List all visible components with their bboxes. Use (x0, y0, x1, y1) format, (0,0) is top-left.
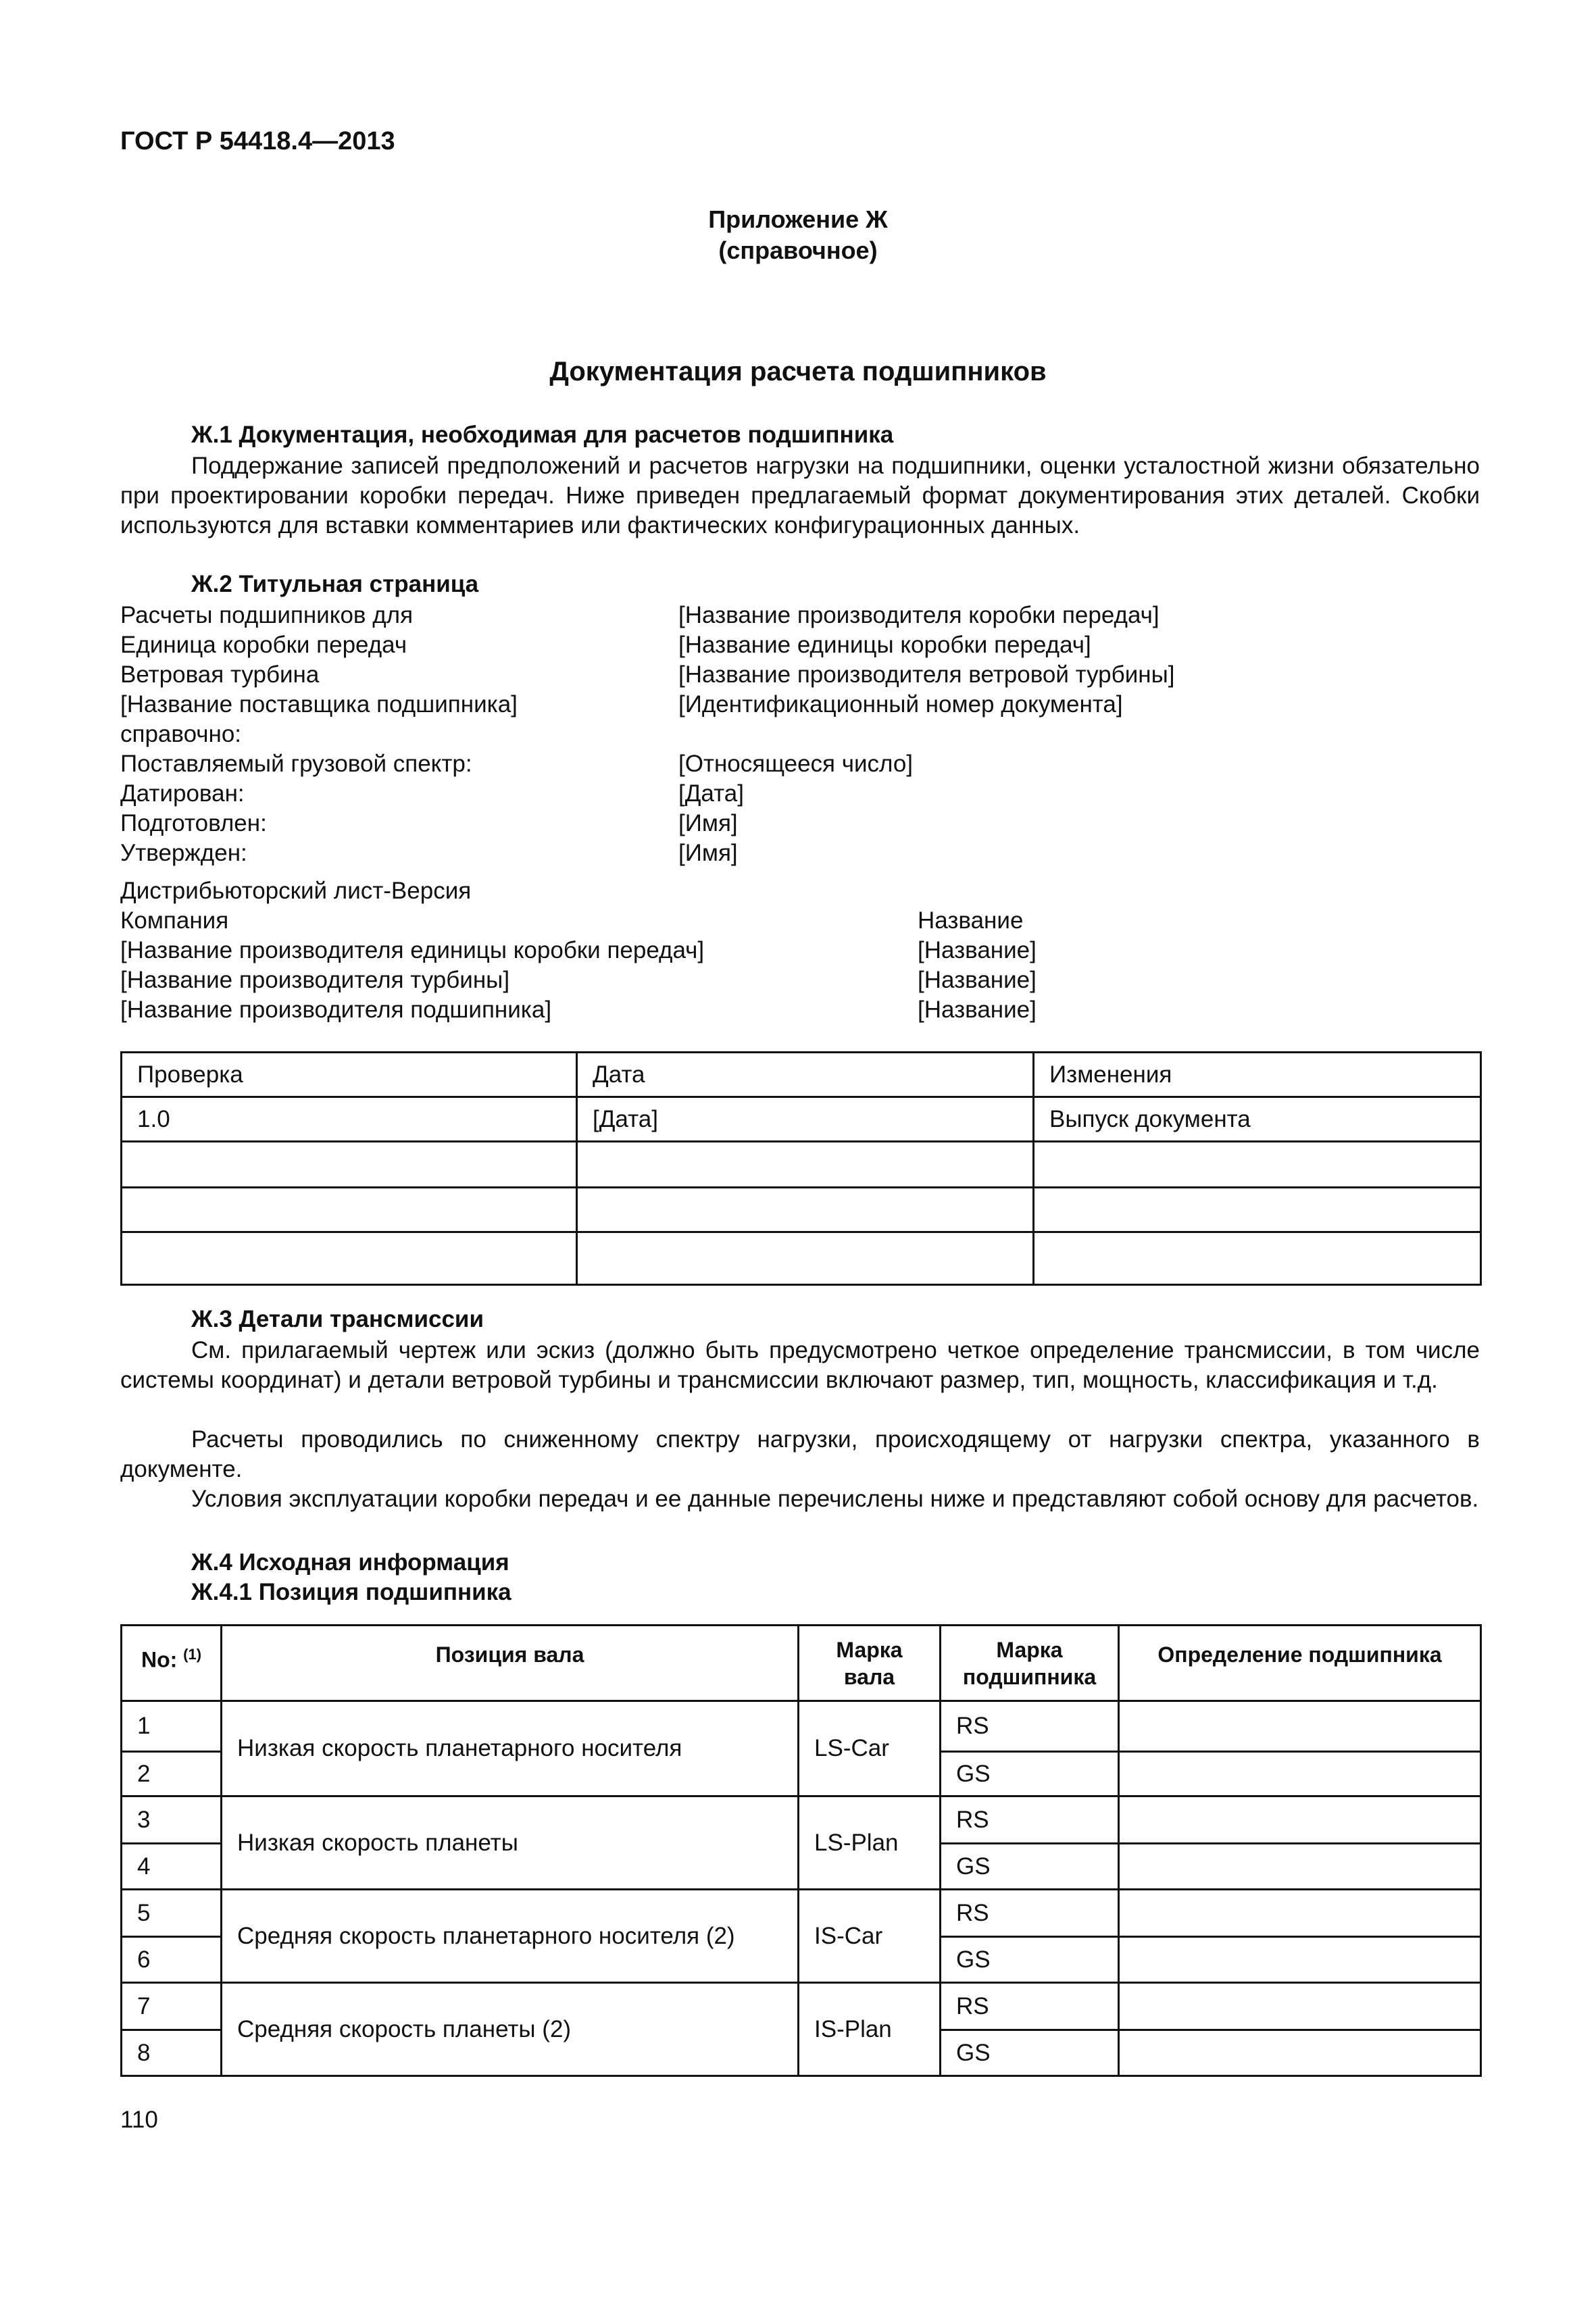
title-field-value: [Название производителя коробки передач] (678, 602, 1159, 628)
bearing-definition-cell (1119, 1937, 1481, 1983)
table-row (122, 1097, 1481, 1142)
row-number: 4 (122, 1844, 222, 1890)
row-number: 2 (122, 1752, 222, 1796)
header-no (122, 1626, 222, 1701)
shaft-mark-cell: IS-Car (799, 1890, 941, 1983)
bearing-definition-cell (1119, 1796, 1481, 1844)
s3-text-1: См. прилагаемый чертеж или эскиз (должно быть предусмотрено четкое определение трансмиссии, в том числе системы координат) и детали ветровой турбины и трансмиссии включают размер, тип, мощность, классификация и т.д. (120, 1337, 1480, 1393)
title-field-label: Ветровая турбина (120, 661, 320, 688)
bearing-definition-cell (1119, 1701, 1481, 1752)
title-field-value: [Название производителя ветровой турбины] (678, 661, 1175, 688)
s3-text-3: Условия эксплуатации коробки передач и ее данные перечислены ниже и представляют собой основу для расчетов. (191, 1486, 1479, 1512)
table-cell: [Дата] (577, 1097, 1034, 1142)
row-number: 8 (122, 2030, 222, 2076)
title-field-value: [Имя] (678, 810, 738, 836)
s3-paragraph-1 (120, 1336, 1480, 1395)
s3-heading: Ж.3 Детали трансмиссии (191, 1306, 484, 1332)
revisions-table (120, 1051, 1482, 1286)
shaft-mark-cell: LS-Plan (799, 1796, 941, 1890)
bearing-mark-cell: RS (941, 1796, 1119, 1844)
table-row (122, 1232, 1481, 1285)
appendix-subtitle: (справочное) (718, 236, 878, 264)
title-field-value: [Идентификационный номер документа] (678, 691, 1123, 718)
table-header-row (122, 1626, 1481, 1701)
title-field-label: Единица коробки передач (120, 632, 407, 658)
shaft-position-cell: Средняя скорость планетарного носителя (2) (222, 1890, 799, 1983)
table-cell (122, 1232, 577, 1285)
s4-subheading: Ж.4.1 Позиция подшипника (191, 1579, 512, 1605)
title-field-label: Расчеты подшипников для (120, 602, 414, 628)
shaft-position-cell: Низкая скорость планеты (222, 1796, 799, 1890)
bearing-position-table (120, 1624, 1482, 2077)
page-number: 110 (120, 2107, 158, 2133)
header-no-note: (1) (183, 1646, 202, 1663)
title-field-value: [Относящееся число] (678, 751, 914, 777)
table-cell (577, 1142, 1034, 1188)
distribution-company: Компания (120, 907, 229, 934)
header-shaft-position: Позиция вала (222, 1626, 799, 1701)
bearing-mark-cell: GS (941, 1752, 1119, 1796)
title-field-value: [Дата] (678, 780, 744, 807)
header-shaft-mark: Марка вала (799, 1626, 941, 1701)
table-cell: Выпуск документа (1034, 1097, 1481, 1142)
bearing-definition-cell (1119, 1983, 1481, 2030)
appendix-title: Приложение Ж (708, 205, 888, 233)
distribution-title: Дистрибьюторский лист-Версия (120, 878, 472, 904)
title-field-label: Утвержден: (120, 840, 247, 866)
document-code: ГОСТ Р 54418.4—2013 (120, 127, 395, 155)
shaft-position-cell: Средняя скорость планеты (2) (222, 1983, 799, 2076)
table-cell (577, 1188, 1034, 1232)
table-cell (122, 1188, 577, 1232)
bearing-mark-cell: RS (941, 1890, 1119, 1937)
table-row (122, 1796, 1481, 1844)
table-row (122, 1142, 1481, 1188)
table-cell (577, 1232, 1034, 1285)
table-header-cell: Проверка (122, 1053, 577, 1097)
table-cell (122, 1142, 577, 1188)
title-field-label: Подготовлен: (120, 810, 267, 836)
table-row (122, 1983, 1481, 2030)
title-field-label: справочно: (120, 721, 242, 747)
bearing-definition-cell (1119, 1890, 1481, 1937)
table-cell (1034, 1188, 1481, 1232)
distribution-name: [Название] (918, 937, 1037, 963)
distribution-company: [Название производителя турбины] (120, 967, 510, 993)
distribution-company: [Название производителя единицы коробки передач] (120, 937, 705, 963)
bearing-mark-cell: GS (941, 2030, 1119, 2076)
header-no-label: No: (141, 1647, 178, 1672)
title-field-label: [Название поставщика подшипника] (120, 691, 518, 718)
s2-heading: Ж.2 Титульная страница (191, 571, 479, 597)
bearing-definition-cell (1119, 2030, 1481, 2076)
s3-paragraph-2 (120, 1425, 1480, 1484)
s1-paragraph (120, 451, 1480, 540)
bearing-definition-cell (1119, 1844, 1481, 1890)
table-header-row (122, 1053, 1481, 1097)
bearing-mark-cell: RS (941, 1983, 1119, 2030)
table-cell (1034, 1232, 1481, 1285)
s1-heading: Ж.1 Документация, необходимая для расчетов подшипника (191, 422, 894, 448)
distribution-name: Название (918, 907, 1024, 934)
table-row (122, 1890, 1481, 1937)
row-number: 7 (122, 1983, 222, 2030)
row-number: 6 (122, 1937, 222, 1983)
s3-text-2: Расчеты проводились по сниженному спектру нагрузки, происходящему от нагрузки спектра, указанного в документе. (120, 1426, 1480, 1482)
s3-paragraph-3 (120, 1484, 1480, 1514)
row-number: 3 (122, 1796, 222, 1844)
title-field-value: [Название единицы коробки передач] (678, 632, 1091, 658)
table-header-cell: Дата (577, 1053, 1034, 1097)
bearing-mark-cell: GS (941, 1844, 1119, 1890)
shaft-mark-cell: LS-Car (799, 1701, 941, 1796)
table-header-cell: Изменения (1034, 1053, 1481, 1097)
table-cell (1034, 1142, 1481, 1188)
section-title: Документация расчета подшипников (549, 357, 1047, 386)
distribution-name: [Название] (918, 967, 1037, 993)
distribution-name: [Название] (918, 997, 1037, 1023)
table-cell: 1.0 (122, 1097, 577, 1142)
bearing-mark-cell: RS (941, 1701, 1119, 1752)
bearing-definition-cell (1119, 1752, 1481, 1796)
shaft-mark-cell: IS-Plan (799, 1983, 941, 2076)
table-row (122, 1188, 1481, 1232)
s1-text: Поддержание записей предположений и расчетов нагрузки на подшипники, оценки усталостной жизни обязательно при проектировании коробки передач. Ниже приведен предлагаемый формат документирования этих деталей. Скобки используются для вставки комментариев или фактических конфигурационных данных. (120, 453, 1480, 538)
row-number: 5 (122, 1890, 222, 1937)
shaft-position-cell: Низкая скорость планетарного носителя (222, 1701, 799, 1796)
bearing-mark-cell: GS (941, 1937, 1119, 1983)
title-field-label: Поставляемый грузовой спектр: (120, 751, 472, 777)
header-bearing-definition: Определение подшипника (1119, 1626, 1481, 1701)
title-field-value: [Имя] (678, 840, 738, 866)
distribution-company: [Название производителя подшипника] (120, 997, 552, 1023)
title-field-label: Датирован: (120, 780, 245, 807)
row-number: 1 (122, 1701, 222, 1752)
table-row (122, 1701, 1481, 1752)
header-bearing-mark: Марка подшипника (941, 1626, 1119, 1701)
s4-heading: Ж.4 Исходная информация (191, 1549, 509, 1576)
